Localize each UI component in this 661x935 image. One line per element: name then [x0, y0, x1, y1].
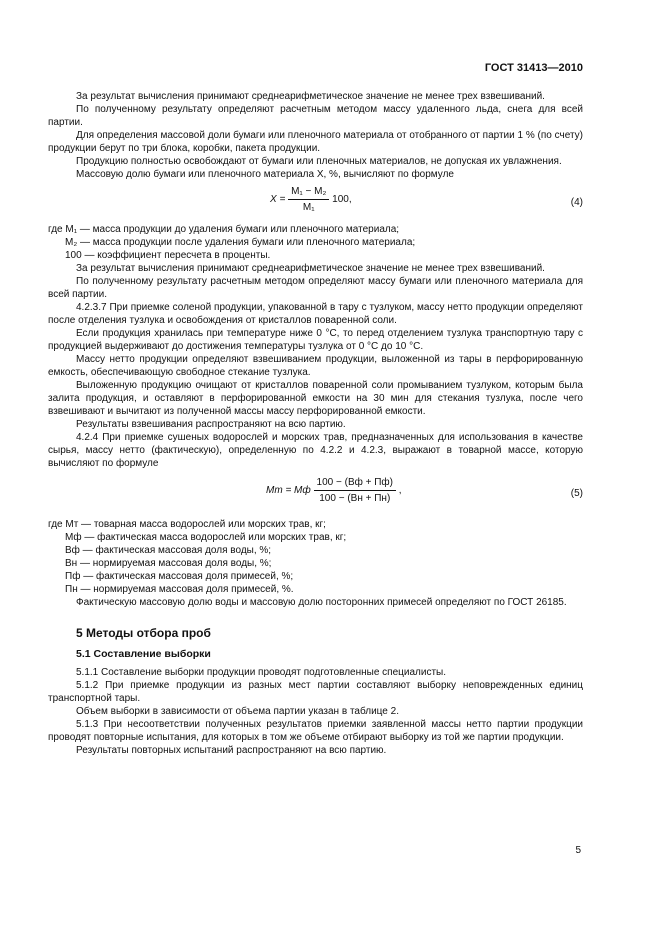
formula-denominator: M₁: [302, 202, 315, 213]
paragraph: По полученному результату определяют расчетным методом массу удаленного льда, снега для всей партии.: [48, 104, 583, 128]
document-body: [48, 90, 583, 757]
paragraph: Выложенную продукцию очищают от кристаллов поваренной соли промыванием тузлуком, которым была залита продукция, и оставляют в перфорированной емкости на 30 мин для стекания тузлука, после чего взвешивают и вычитают из полученной массы массу перфорированной емкости.: [48, 380, 583, 417]
paragraph: По полученному результату расчетным методом определяют массу бумаги или пленочного материала для всей партии.: [48, 276, 583, 300]
paragraph: Массовую долю бумаги или пленочного материала X, %, вычисляют по формуле: [76, 169, 454, 180]
formula-tail: 100,: [332, 194, 352, 206]
definition: Bн — нормируемая массовая доля воды, %;: [65, 558, 272, 569]
paragraph: Фактическую массовую долю воды и массовую долю посторонних примесей определяют по ГОСТ 26185.: [76, 597, 567, 608]
paragraph: 5.1.2 При приемке продукции из разных мест партии составляют выборку неповрежденных единиц транспортной тары.: [48, 680, 583, 704]
formula-lhs: X =: [270, 194, 286, 206]
paragraph: Объем выборки в зависимости от объема партии указан в таблице 2.: [76, 706, 399, 717]
formula-fraction: [288, 185, 329, 214]
formula-denominator: 100 − (Bн + Пн): [319, 493, 391, 504]
paragraph: Для определения массовой доли бумаги или пленочного материала от отобранного от партии 1 % (по счету) продукции берут по три блока, коробки, пакета продукции.: [48, 130, 583, 154]
paragraph: 5.1.1 Составление выборки продукции проводят подготовленные специалисты.: [76, 667, 447, 678]
formula-number: (4): [570, 197, 583, 208]
formula-fraction: [314, 476, 396, 505]
paragraph: Результаты повторных испытаний распространяют на всю партию.: [76, 745, 387, 756]
paragraph: Результаты взвешивания распространяют на всю партию.: [76, 419, 346, 430]
page-number: 5: [575, 845, 581, 856]
formula-numerator: M₁ − M₂: [288, 185, 329, 200]
formula-5: [48, 476, 583, 514]
definition: где Mт — товарная масса водорослей или морских трав, кг;: [48, 519, 326, 530]
definition: Пф — фактическая массовая доля примесей, %;: [65, 571, 294, 582]
formula-number: (5): [570, 488, 583, 499]
paragraph: За результат вычисления принимают среднеарифметическое значение не менее трех взвешиваний.: [76, 263, 545, 274]
document-id: ГОСТ 31413—2010: [484, 62, 583, 74]
definition: Bф — фактическая массовая доля воды, %;: [65, 545, 272, 556]
definition: M₂ — масса продукции после удаления бумаги или пленочного материала;: [65, 237, 416, 248]
formula-numerator: 100 − (Bф + Пф): [314, 476, 396, 491]
section-title: 5 Методы отбора проб: [76, 626, 211, 640]
paragraph: 5.1.3 При несоответствии полученных результатов приемки заявленной массы нетто партии продукции проводят повторные испытания, для которых в том же объеме отбирают выборку из той же партии продукции.: [48, 719, 583, 743]
subsection-title: 5.1 Составление выборки: [76, 648, 211, 660]
paragraph: Продукцию полностью освобождают от бумаги или пленочных материалов, не допуская их увлажнения.: [76, 156, 562, 167]
paragraph: 4.2.4 При приемке сушеных водорослей и морских трав, предназначенных для использования в качестве сырья, массу нетто (фактическую), определенную по 4.2.2 и 4.2.3, выражают в товарной массе, которую вычисляют по формуле: [48, 432, 583, 469]
paragraph: За результат вычисления принимают среднеарифметическое значение не менее трех взвешиваний.: [76, 91, 545, 102]
paragraph: 4.2.3.7 При приемке соленой продукции, упакованной в тару с тузлуком, массу нетто продукции определяют после отделения тузлука и освобождения от кристаллов поваренной соли.: [48, 302, 583, 326]
paragraph: Если продукция хранилась при температуре ниже 0 °С, то перед отделением тузлука транспортную тару с продукцией выдерживают до достижения температуры тузлука от 0 °С до 10 °С.: [48, 328, 583, 352]
definition: Пн — нормируемая массовая доля примесей, %.: [65, 584, 294, 595]
formula-4: [48, 185, 583, 221]
definition: где M₁ — масса продукции до удаления бумаги или пленочного материала;: [48, 224, 400, 235]
definition: 100 — коэффициент пересчета в проценты.: [65, 250, 271, 261]
formula-tail: ,: [398, 485, 402, 497]
formula-lhs: Mт = Mф: [266, 485, 311, 497]
definition: Mф — фактическая масса водорослей или морских трав, кг;: [65, 532, 347, 543]
paragraph: Массу нетто продукции определяют взвешиванием продукции, выложенной из тары в перфорированную емкость, обеспечивающую свободное стекание тузлука.: [48, 354, 583, 378]
